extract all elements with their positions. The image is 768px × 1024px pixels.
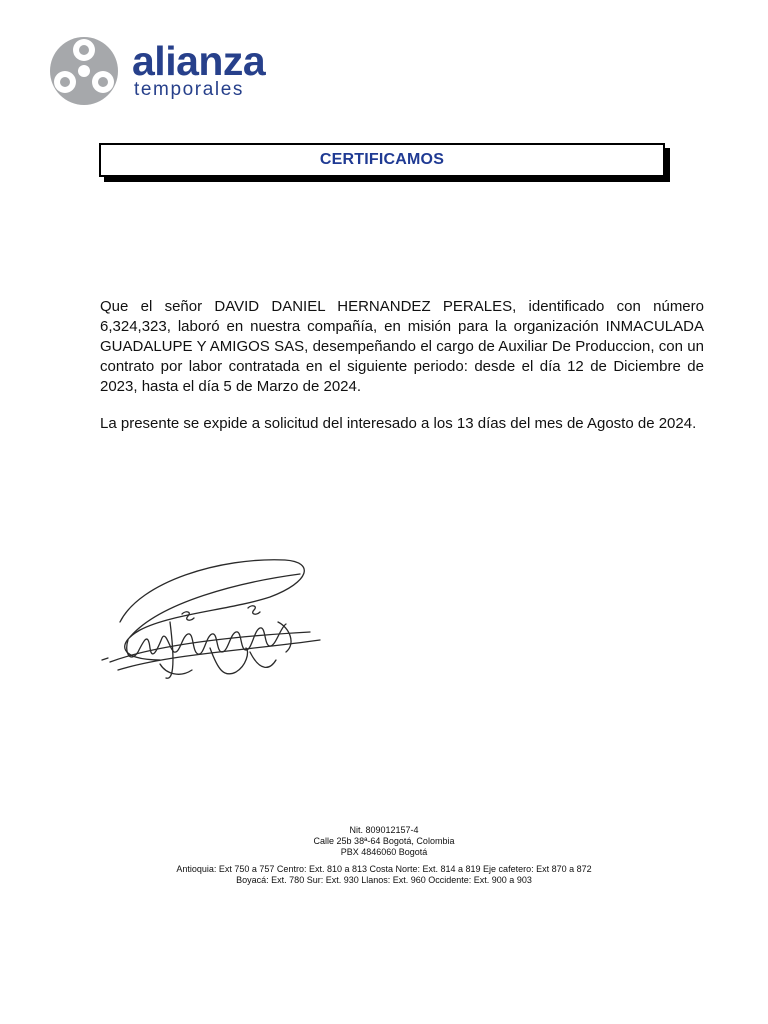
signature-image — [100, 552, 330, 694]
page-title: CERTIFICAMOS — [319, 151, 445, 168]
alianza-logo-icon — [48, 35, 120, 107]
footer-nit: Nit. 809012157-4 — [349, 825, 419, 835]
footer — [84, 825, 684, 886]
logo-subtitle: temporales — [134, 79, 244, 100]
footer-address: Calle 25b 38ª-64 Bogotá, Colombia — [313, 836, 455, 846]
company-logo — [48, 33, 278, 109]
footer-extensions-line-2: Boyacá: Ext. 780 Sur: Ext. 930 Llanos: Ext. 960 Occidente: Ext. 900 a 903 — [236, 875, 532, 885]
issuance-paragraph: La presente se expide a solicitud del interesado a los 13 días del mes de Agosto de 2024. — [100, 415, 697, 432]
title-box — [99, 143, 665, 177]
logo-name: alianza — [132, 38, 266, 84]
certification-paragraph: Que el señor DAVID DANIEL HERNANDEZ PERALES, identificado con número 6,324,323, laboró en nuestra compañía, en misión para la organización INMACULADA GUADALUPE Y AMIGOS SAS, desempeñando el cargo de Auxiliar De Produccion, con un contrato por labor contratada en el siguiente periodo: desde el día 12 de Diciembre de 2023, hasta el día 5 de Marzo de 2024. — [100, 298, 704, 395]
footer-extensions-line-1: Antioquia: Ext 750 a 757 Centro: Ext. 810 a 813 Costa Norte: Ext. 814 a 819 Eje cafetero: Ext 870 a 872 — [176, 864, 592, 874]
footer-pbx: PBX 4846060 Bogotá — [340, 847, 428, 857]
